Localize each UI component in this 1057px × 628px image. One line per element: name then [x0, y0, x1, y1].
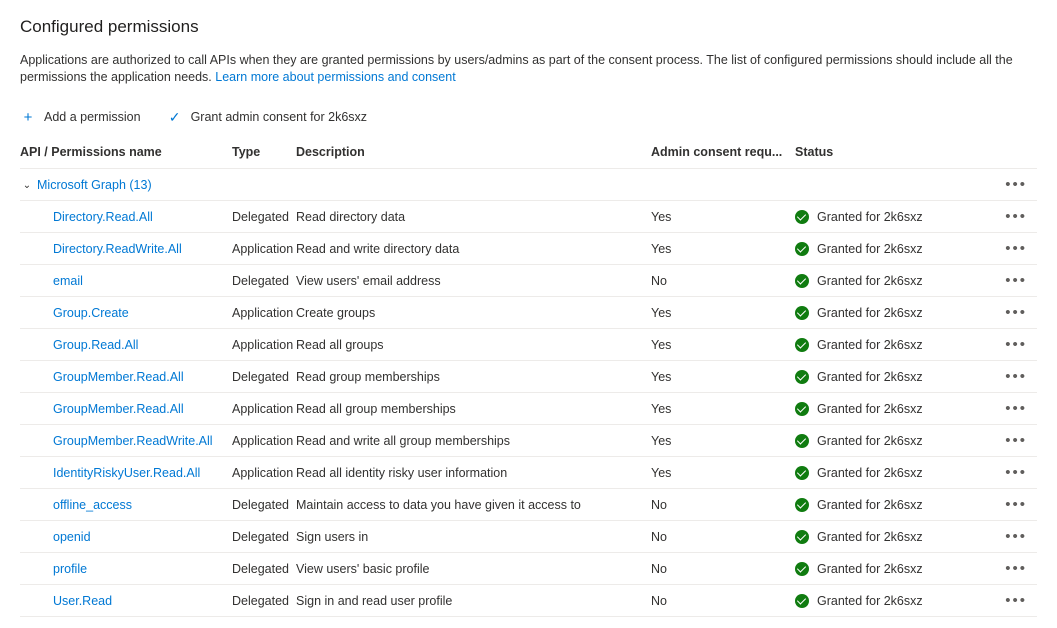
status-badge: [795, 402, 981, 416]
more-options-icon[interactable]: •••: [1005, 399, 1027, 417]
permission-status-cell: [795, 457, 981, 489]
column-header-menu: [981, 145, 1037, 169]
permission-description-cell: View users' email address: [296, 265, 651, 297]
permission-type-cell: Delegated: [232, 489, 296, 521]
permission-admin-consent-cell: No: [651, 265, 795, 297]
permission-admin-consent-cell: No: [651, 489, 795, 521]
row-menu-cell[interactable]: [981, 233, 1037, 265]
permission-name-link[interactable]: GroupMember.ReadWrite.All: [53, 433, 213, 448]
status-label: Granted for 2k6sxz: [817, 497, 923, 512]
permission-admin-consent-cell: Yes: [651, 329, 795, 361]
add-a-permission-label: Add a permission: [44, 110, 141, 124]
add-a-permission-button[interactable]: [20, 103, 145, 131]
column-header-admin-consent: Admin consent requ...: [651, 145, 795, 169]
permission-status-cell: [795, 489, 981, 521]
permission-description-cell: Read and write all group memberships: [296, 425, 651, 457]
table-row: [20, 425, 1037, 457]
description-text: Applications are authorized to call APIs when they are granted permissions by users/admins as part of the consent process. The list of configured permissions should include all the permissions the application needs.: [20, 53, 1013, 84]
status-badge: [795, 338, 981, 352]
permission-admin-consent-cell: Yes: [651, 233, 795, 265]
permission-type-cell: Application: [232, 233, 296, 265]
table-row: [20, 585, 1037, 617]
row-menu-cell[interactable]: [981, 329, 1037, 361]
permission-type-cell: Application: [232, 297, 296, 329]
permission-admin-consent-cell: Yes: [651, 297, 795, 329]
row-menu-cell[interactable]: [981, 425, 1037, 457]
permission-type-cell: Application: [232, 425, 296, 457]
grant-admin-consent-button[interactable]: [167, 103, 371, 131]
permission-description-cell: Read all groups: [296, 329, 651, 361]
permission-status-cell: [795, 265, 981, 297]
permission-admin-consent-cell: Yes: [651, 425, 795, 457]
permission-name-link[interactable]: Directory.Read.All: [53, 209, 153, 224]
permission-name-cell: [20, 233, 232, 265]
permission-type-cell: Delegated: [232, 361, 296, 393]
permission-name-cell: [20, 457, 232, 489]
status-label: Granted for 2k6sxz: [817, 241, 923, 256]
permission-name-cell: [20, 297, 232, 329]
success-check-icon: [795, 594, 809, 608]
permission-type-cell: Delegated: [232, 201, 296, 233]
permission-status-cell: [795, 201, 981, 233]
permission-description-cell: Sign users in: [296, 521, 651, 553]
more-options-icon[interactable]: •••: [1005, 463, 1027, 481]
table-row: [20, 553, 1037, 585]
status-badge: [795, 370, 981, 384]
status-badge: [795, 498, 981, 512]
more-options-icon[interactable]: •••: [1005, 271, 1027, 289]
permission-description-cell: Sign in and read user profile: [296, 585, 651, 617]
row-menu-cell[interactable]: [981, 361, 1037, 393]
table-row: [20, 457, 1037, 489]
status-label: Granted for 2k6sxz: [817, 337, 923, 352]
success-check-icon: [795, 242, 809, 256]
status-badge: [795, 562, 981, 576]
page-title: Configured permissions: [20, 17, 199, 36]
permission-description-cell: Create groups: [296, 297, 651, 329]
permissions-table-body: [20, 169, 1037, 617]
status-badge: [795, 274, 981, 288]
row-menu-cell[interactable]: [981, 489, 1037, 521]
permission-admin-consent-cell: Yes: [651, 457, 795, 489]
permission-status-cell: [795, 329, 981, 361]
status-label: Granted for 2k6sxz: [817, 561, 923, 576]
status-badge: [795, 434, 981, 448]
status-label: Granted for 2k6sxz: [817, 465, 923, 480]
status-label: Granted for 2k6sxz: [817, 401, 923, 416]
row-menu-cell[interactable]: [981, 585, 1037, 617]
row-menu-cell[interactable]: [981, 297, 1037, 329]
status-label: Granted for 2k6sxz: [817, 369, 923, 384]
status-badge: [795, 594, 981, 608]
more-options-icon[interactable]: •••: [1005, 559, 1027, 577]
success-check-icon: [795, 210, 809, 224]
learn-more-link[interactable]: Learn more about permissions and consent: [215, 70, 456, 84]
success-check-icon: [795, 370, 809, 384]
permission-type-cell: Application: [232, 329, 296, 361]
page-description: [20, 52, 1020, 86]
table-row: [20, 521, 1037, 553]
permissions-group-row[interactable]: [20, 169, 1037, 201]
permission-status-cell: [795, 425, 981, 457]
permission-name-cell: [20, 553, 232, 585]
permission-status-cell: [795, 361, 981, 393]
column-header-name: API / Permissions name: [20, 145, 232, 169]
permission-admin-consent-cell: No: [651, 553, 795, 585]
permission-name-link[interactable]: email: [53, 273, 83, 288]
row-menu-cell[interactable]: [981, 553, 1037, 585]
success-check-icon: [795, 338, 809, 352]
row-menu-cell[interactable]: [981, 457, 1037, 489]
permission-name-link[interactable]: profile: [53, 561, 88, 576]
permission-status-cell: [795, 553, 981, 585]
permission-description-cell: View users' basic profile: [296, 553, 651, 585]
status-badge: [795, 466, 981, 480]
permission-name-cell: [20, 585, 232, 617]
permission-type-cell: Delegated: [232, 553, 296, 585]
permission-description-cell: Read directory data: [296, 201, 651, 233]
column-header-status: Status: [795, 145, 981, 169]
row-menu-cell[interactable]: [981, 521, 1037, 553]
more-options-icon[interactable]: •••: [1005, 495, 1027, 513]
permission-name-link[interactable]: Group.Create: [53, 305, 129, 320]
status-label: Granted for 2k6sxz: [817, 433, 923, 448]
table-row: [20, 233, 1037, 265]
permission-name-link[interactable]: openid: [53, 529, 91, 544]
success-check-icon: [795, 530, 809, 544]
table-row: [20, 393, 1037, 425]
success-check-icon: [795, 498, 809, 512]
table-row: [20, 201, 1037, 233]
status-label: Granted for 2k6sxz: [817, 273, 923, 288]
permission-description-cell: Read group memberships: [296, 361, 651, 393]
table-row: [20, 489, 1037, 521]
more-options-icon[interactable]: •••: [1005, 591, 1027, 609]
table-row: [20, 265, 1037, 297]
permission-type-cell: Application: [232, 457, 296, 489]
permission-name-cell: [20, 201, 232, 233]
status-label: Granted for 2k6sxz: [817, 593, 923, 608]
status-badge: [795, 242, 981, 256]
permission-name-link[interactable]: IdentityRiskyUser.Read.All: [53, 465, 201, 480]
table-header-row: [20, 145, 1037, 169]
group-menu-cell[interactable]: [981, 169, 1037, 201]
permission-name-cell: [20, 329, 232, 361]
permission-admin-consent-cell: No: [651, 521, 795, 553]
permission-status-cell: [795, 297, 981, 329]
status-badge: [795, 210, 981, 224]
group-label: Microsoft Graph (13): [37, 177, 152, 192]
permission-type-cell: Delegated: [232, 265, 296, 297]
row-menu-cell[interactable]: [981, 393, 1037, 425]
more-options-icon[interactable]: •••: [1005, 527, 1027, 545]
plus-icon: +: [23, 108, 33, 126]
more-options-icon[interactable]: •••: [1005, 175, 1027, 193]
permission-admin-consent-cell: Yes: [651, 393, 795, 425]
success-check-icon: [795, 306, 809, 320]
command-bar: [20, 103, 1037, 131]
permission-type-cell: Delegated: [232, 521, 296, 553]
permission-description-cell: Read all identity risky user information: [296, 457, 651, 489]
more-options-icon[interactable]: •••: [1005, 239, 1027, 257]
permission-admin-consent-cell: Yes: [651, 201, 795, 233]
permission-name-cell: [20, 265, 232, 297]
permission-admin-consent-cell: Yes: [651, 361, 795, 393]
more-options-icon[interactable]: •••: [1005, 207, 1027, 225]
permission-name-cell: [20, 521, 232, 553]
permission-status-cell: [795, 393, 981, 425]
group-name-cell[interactable]: [20, 169, 981, 201]
row-menu-cell[interactable]: [981, 201, 1037, 233]
success-check-icon: [795, 434, 809, 448]
permission-type-cell: Delegated: [232, 585, 296, 617]
success-check-icon: [795, 466, 809, 480]
status-badge: [795, 306, 981, 320]
table-row: [20, 361, 1037, 393]
permission-name-cell: [20, 489, 232, 521]
column-header-description: Description: [296, 145, 651, 169]
permission-admin-consent-cell: No: [651, 585, 795, 617]
permission-status-cell: [795, 233, 981, 265]
permission-name-link[interactable]: GroupMember.Read.All: [53, 401, 184, 416]
status-label: Granted for 2k6sxz: [817, 529, 923, 544]
success-check-icon: [795, 274, 809, 288]
status-label: Granted for 2k6sxz: [817, 305, 923, 320]
success-check-icon: [795, 402, 809, 416]
row-menu-cell[interactable]: [981, 265, 1037, 297]
grant-admin-consent-label: Grant admin consent for 2k6sxz: [190, 110, 368, 124]
column-header-type: Type: [232, 145, 296, 169]
permission-description-cell: Read all group memberships: [296, 393, 651, 425]
permission-name-link[interactable]: Group.Read.All: [53, 337, 139, 352]
permission-name-link[interactable]: offline_access: [53, 497, 132, 512]
more-options-icon[interactable]: •••: [1005, 335, 1027, 353]
status-badge: [795, 530, 981, 544]
permission-name-cell: [20, 425, 232, 457]
checkmark-icon: ✓: [168, 109, 181, 125]
permission-name-cell: [20, 361, 232, 393]
permissions-table: [20, 145, 1037, 617]
permission-name-link[interactable]: Directory.ReadWrite.All: [53, 241, 182, 256]
more-options-icon[interactable]: •••: [1005, 367, 1027, 385]
more-options-icon[interactable]: •••: [1005, 303, 1027, 321]
status-label: Granted for 2k6sxz: [817, 209, 923, 224]
permission-name-link[interactable]: User.Read: [53, 593, 113, 608]
permission-status-cell: [795, 585, 981, 617]
permission-description-cell: Maintain access to data you have given it access to: [296, 489, 651, 521]
permission-status-cell: [795, 521, 981, 553]
table-row: [20, 329, 1037, 361]
table-row: [20, 297, 1037, 329]
permission-description-cell: Read and write directory data: [296, 233, 651, 265]
permission-name-cell: [20, 393, 232, 425]
more-options-icon[interactable]: •••: [1005, 431, 1027, 449]
permission-name-link[interactable]: GroupMember.Read.All: [53, 369, 184, 384]
success-check-icon: [795, 562, 809, 576]
group-toggle[interactable]: [20, 178, 981, 192]
permission-type-cell: Application: [232, 393, 296, 425]
chevron-down-icon: ⌄: [22, 180, 32, 191]
